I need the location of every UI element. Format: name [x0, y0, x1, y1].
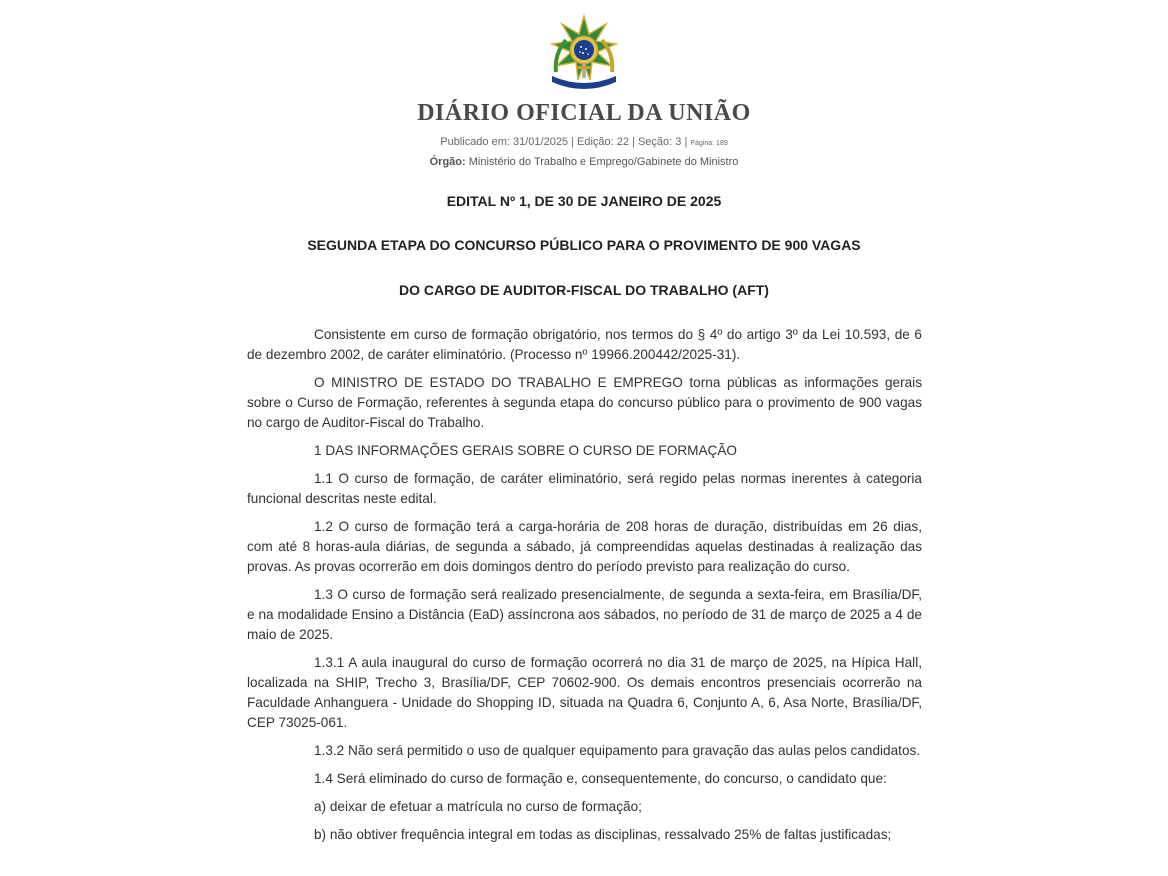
publication-details: Publicado em: 31/01/2025 | Edição: 22 | Seção: 3 | [440, 136, 688, 148]
issuing-body [0, 156, 1168, 168]
issuing-body-label: Órgão: [429, 156, 466, 168]
list-item: b) não obtiver frequência integral em todas as disciplinas, ressalvado 25% de faltas justificadas; [314, 827, 892, 842]
list-item: a) deixar de efetuar a matrícula no curso de formação; [314, 799, 642, 814]
document-body [247, 325, 922, 853]
edital-subtitle-2: DO CARGO DE AUDITOR-FISCAL DO TRABALHO (AFT) [399, 282, 769, 298]
edital-title: EDITAL Nº 1, DE 30 DE JANEIRO DE 2025 [446, 193, 722, 209]
paragraph: 1.2 O curso de formação terá a carga-horária de 208 horas de duração, distribuídas em 26 dias, com até 8 horas-aula diárias, de segunda a sábado, já compreendidas aquelas destinadas à realização das provas. As provas ocorrerão em dois domingos dentro do período previsto para realização do curso. [247, 519, 922, 574]
paragraph: 1.3.2 Não será permitido o uso de qualquer equipamento para gravação das aulas pelos candidatos. [314, 743, 921, 758]
paragraph: 1.1 O curso de formação, de caráter eliminatório, será regido pelas normas inerentes à categoria funcional descritas neste edital. [247, 471, 922, 506]
edital-subtitle: SEGUNDA ETAPA DO CONCURSO PÚBLICO PARA O PROVIMENTO DE 900 VAGAS [307, 237, 861, 253]
paragraph: 1.3 O curso de formação será realizado presencialmente, de segunda a sexta-feira, em Brasília/DF, e na modalidade Ensino a Distância (EaD) assíncrona aos sábados, no período de 31 de março de 2025 a 4 de maio de 2025. [247, 587, 922, 642]
paragraph: Consistente em curso de formação obrigatório, nos termos do § 4º do artigo 3º da Lei 10.593, de 6 de dezembro 2002, de caráter eliminatório. (Processo nº 19966.200442/2025-31). [247, 327, 922, 362]
page-number: Página: 189 [690, 140, 728, 147]
issuing-body-value: Ministério do Trabalho e Emprego/Gabinete do Ministro [465, 156, 739, 168]
publication-info [0, 136, 1168, 148]
paragraph: 1.4 Será eliminado do curso de formação e, consequentemente, do concurso, o candidato que: [314, 771, 887, 786]
brazil-coat-of-arms-icon [546, 14, 622, 90]
newspaper-title: DIÁRIO OFICIAL DA UNIÃO [417, 100, 751, 126]
paragraph: 1.3.1 A aula inaugural do curso de formação ocorrerá no dia 31 de março de 2025, na Hípica Hall, localizada na SHIP, Trecho 3, Brasília/DF, CEP 70602-900. Os demais encontros presenciais ocorrerão na Faculdade Anhanguera - Unidade do Shopping ID, situada na Quadra 6, Conjunto A, 6, Asa Norte, Brasília/DF, CEP 73025-061. [247, 655, 922, 730]
paragraph: O MINISTRO DE ESTADO DO TRABALHO E EMPREGO torna públicas as informações gerais sobre o Curso de Formação, referentes à segunda etapa do concurso público para o provimento de 900 vagas no cargo de Auditor-Fiscal do Trabalho. [247, 375, 922, 430]
section-heading: 1 DAS INFORMAÇÕES GERAIS SOBRE O CURSO DE FORMAÇÃO [314, 443, 737, 458]
